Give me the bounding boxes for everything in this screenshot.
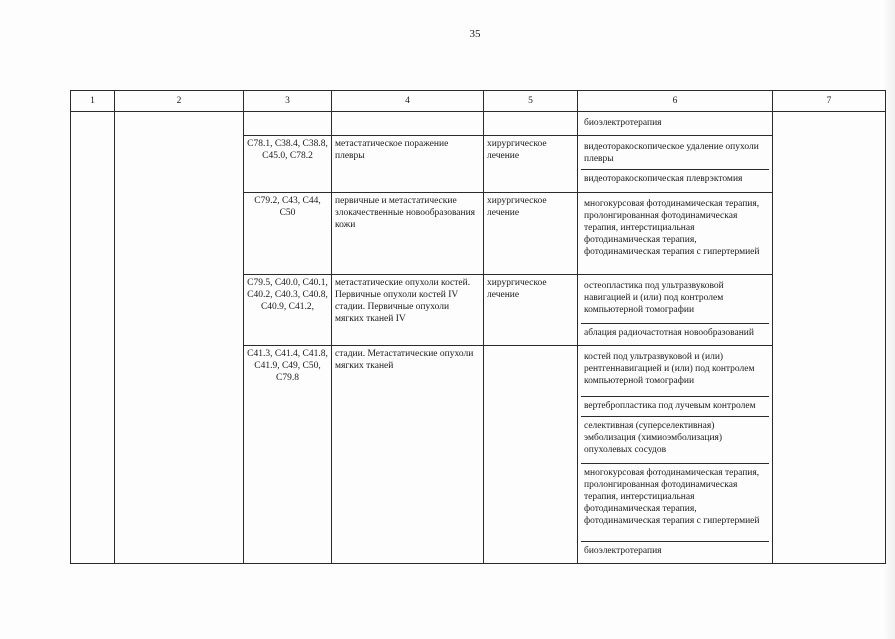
icd-codes-cell: C41.3, C41.4, C41.8, C41.9, C49, C50, C79.8 <box>244 346 332 564</box>
methods-cell <box>578 275 773 346</box>
icd-codes-cell: C79.2, C43, C44, C50 <box>244 193 332 275</box>
header-col-2: 2 <box>115 91 244 112</box>
header-col-1: 1 <box>71 91 115 112</box>
icd-codes-cell: C79.5, C40.0, C40.1, C40.2, C40.3, C40.8, C40.9, C41.2, <box>244 275 332 346</box>
medical-services-table <box>70 90 886 564</box>
icd-codes-cell <box>244 112 332 136</box>
method-item: аблация радиочастотная новообразований <box>584 328 754 338</box>
diagnosis-cell: метастатические опухоли костей. Первичные опухоли костей IV стадии. Первичные опухоли мягких тканей IV <box>332 275 484 346</box>
diagnosis-cell <box>332 112 484 136</box>
table-row <box>71 112 886 136</box>
diagnosis-cell: первичные и метастатические злокачественные новообразования кожи <box>332 193 484 275</box>
methods-cell <box>578 346 773 564</box>
header-col-3: 3 <box>244 91 332 112</box>
col-2-cell <box>115 112 244 564</box>
treatment-cell <box>484 346 578 564</box>
treatment-cell: хирургическое лечение <box>484 136 578 193</box>
header-row <box>71 91 886 112</box>
methods-cell <box>578 193 773 275</box>
header-col-7: 7 <box>773 91 886 112</box>
diagnosis-cell: метастатическое поражение плевры <box>332 136 484 193</box>
icd-codes-cell: C78.1, C38.4, C38.8, C45.0, C78.2 <box>244 136 332 193</box>
treatment-cell <box>484 112 578 136</box>
col-7-cell <box>773 112 886 564</box>
methods-cell <box>578 112 773 136</box>
method-item: биоэлектротерапия <box>584 546 662 556</box>
header-col-5: 5 <box>484 91 578 112</box>
method-item: селективная (суперселективная) эмболизация (химиоэмболизация) опухолевых сосудов <box>581 417 769 464</box>
diagnosis-cell: стадии. Метастатические опухоли мягких тканей <box>332 346 484 564</box>
method-item: остеопластика под ультразвуковой навигацией и (или) под контролем компьютерной томографии <box>581 277 769 324</box>
treatment-cell: хирургическое лечение <box>484 193 578 275</box>
method-item: видеоторакоскопическое удаление опухоли плевры <box>581 138 769 170</box>
header-col-6: 6 <box>578 91 773 112</box>
method-item: видеоторакоскопическая плеврэктомия <box>584 174 743 184</box>
method-item: многокурсовая фотодинамическая терапия, пролонгированная фотодинамическая терапия, интерстициальная фотодинамическая терапия, фотодинамическая терапия с гипертермией <box>581 464 769 542</box>
col-1-cell <box>71 112 115 564</box>
method-item: вертебропластика под лучевым контролем <box>581 397 769 417</box>
method-item: многокурсовая фотодинамическая терапия, пролонгированная фотодинамическая терапия, интерстициальная фотодинамическая терапия, фотодинамическая терапия с гипертермией <box>584 199 760 257</box>
methods-cell <box>578 136 773 193</box>
treatment-cell: хирургическое лечение <box>484 275 578 346</box>
header-col-4: 4 <box>332 91 484 112</box>
method-item: биоэлектротерапия <box>584 118 662 128</box>
page-number: 35 <box>469 28 481 40</box>
method-item: костей под ультразвуковой и (или) рентгеннавигацией и (или) под контролем компьютерной томографии <box>581 348 769 397</box>
